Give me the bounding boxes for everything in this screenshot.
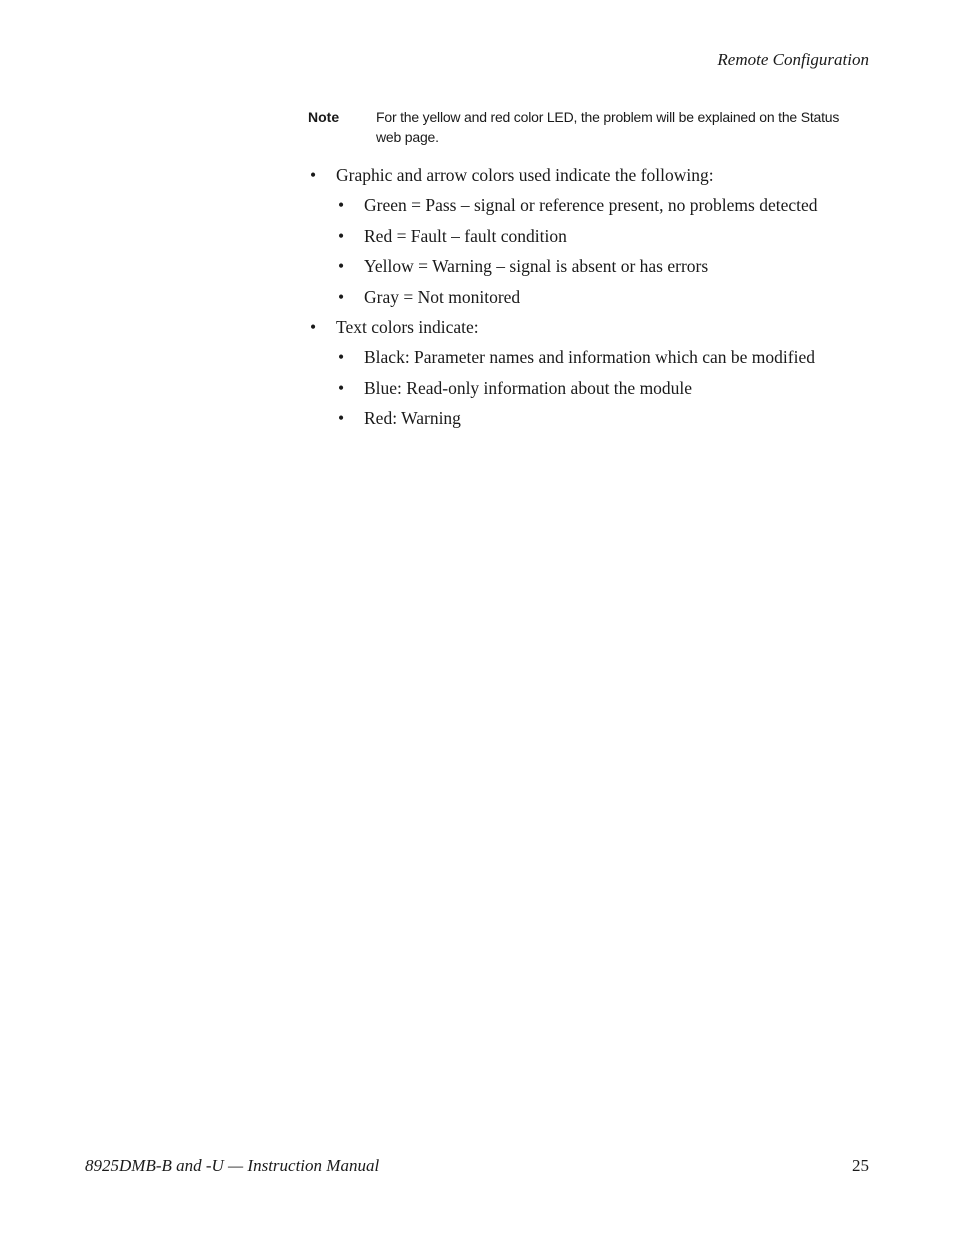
bullet-icon: • bbox=[338, 377, 345, 398]
list-item-yellow bbox=[308, 254, 868, 284]
list-item-gray bbox=[308, 285, 868, 315]
list-item-text: Text colors indicate: bbox=[336, 316, 479, 337]
list-item-graphic-colors bbox=[308, 163, 868, 193]
bullet-icon: • bbox=[338, 225, 345, 246]
list-item-text: Yellow = Warning – signal is absent or has errors bbox=[364, 256, 709, 277]
list-item-black bbox=[308, 345, 868, 375]
list-item-text: Gray = Not monitored bbox=[364, 286, 521, 307]
note-block bbox=[308, 107, 848, 147]
list-item-text: Red: Warning bbox=[364, 408, 461, 429]
note-label: Note bbox=[308, 109, 340, 125]
bullet-icon: • bbox=[310, 165, 317, 185]
bullet-icon: • bbox=[338, 256, 345, 277]
page-number: 25 bbox=[852, 1156, 869, 1175]
bullet-icon: • bbox=[310, 316, 317, 337]
note-text: For the yellow and red color LED, the problem will be explained on the Status web page. bbox=[376, 109, 840, 145]
bullet-icon: • bbox=[338, 195, 345, 216]
list-item-green bbox=[308, 193, 868, 223]
list-item-red-warning bbox=[308, 406, 868, 436]
list-item-text: Green = Pass – signal or reference present, no problems detected bbox=[364, 195, 818, 216]
list-item-red-fault bbox=[308, 224, 868, 254]
bullet-list bbox=[308, 163, 868, 437]
list-item-text: Blue: Read-only information about the module bbox=[364, 377, 693, 398]
bullet-icon: • bbox=[338, 408, 345, 429]
footer-manual-title: 8925DMB-B and -U — Instruction Manual bbox=[85, 1156, 380, 1175]
list-item-text-colors bbox=[308, 315, 868, 345]
list-item-text: Black: Parameter names and information which can be modified bbox=[364, 347, 815, 368]
bullet-icon: • bbox=[338, 286, 345, 307]
list-item-text: Graphic and arrow colors used indicate the following: bbox=[336, 165, 714, 185]
running-header: Remote Configuration bbox=[717, 50, 869, 69]
list-item-blue bbox=[308, 376, 868, 406]
bullet-icon: • bbox=[338, 347, 345, 368]
list-item-text: Red = Fault – fault condition bbox=[364, 225, 567, 246]
